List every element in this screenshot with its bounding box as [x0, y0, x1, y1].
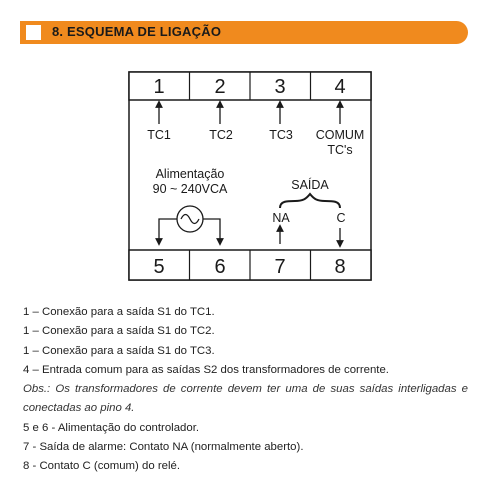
contact-c-label: C	[336, 211, 346, 225]
terminal-4: 4	[334, 76, 346, 98]
top-terminal-strip	[129, 72, 371, 100]
terminal-2: 2	[214, 76, 226, 98]
terminal-3: 3	[274, 76, 286, 98]
terminal-7: 7	[274, 256, 286, 278]
note-item: 8 - Contato C (comum) do relé.	[23, 460, 180, 473]
note-item: 1 – Conexão para a saída S1 do TC1.	[23, 306, 215, 318]
terminal-5: 5	[153, 256, 165, 278]
power-wires	[159, 219, 220, 242]
output-label: SAÍDA	[291, 178, 329, 192]
label-tc1: TC1	[147, 128, 171, 142]
note-item: 4 – Entrada comum para as saídas S2 dos transformadores de corrente.	[23, 363, 389, 376]
output-brace	[280, 194, 340, 208]
output-arrows	[280, 228, 340, 244]
note-item: 5 e 6 - Alimentação do controlador.	[23, 421, 200, 434]
note-item: 1 – Conexão para a saída S1 do TC3.	[23, 344, 215, 357]
label-tc3: TC3	[269, 128, 293, 142]
label-tcs: TC's	[327, 143, 353, 157]
note-item: 7 - Saída de alarme: Contato NA (normalmente aberto).	[23, 441, 304, 454]
top-arrows	[159, 104, 340, 124]
label-tc2: TC2	[209, 128, 233, 142]
section-title: 8. ESQUEMA DE LIGAÇÃO	[52, 24, 222, 39]
notes-list	[23, 303, 468, 477]
power-label-line1: Alimentação	[155, 167, 225, 181]
label-comum: COMUM	[315, 128, 365, 142]
terminal-1: 1	[153, 76, 165, 98]
ac-source-symbol	[177, 206, 203, 232]
note-item: 1 – Conexão para a saída S1 do TC2.	[23, 325, 215, 338]
terminal-6: 6	[214, 256, 226, 278]
bottom-terminal-strip	[129, 250, 371, 280]
contact-na-label: NA	[272, 211, 290, 225]
note-obs: Obs.: Os transformadores de corrente devem ter uma de suas saídas interligadas e conectadas ao pino 4.	[23, 383, 468, 415]
terminal-8: 8	[334, 256, 346, 278]
power-label-line2: 90 ~ 240VCA	[152, 182, 228, 196]
